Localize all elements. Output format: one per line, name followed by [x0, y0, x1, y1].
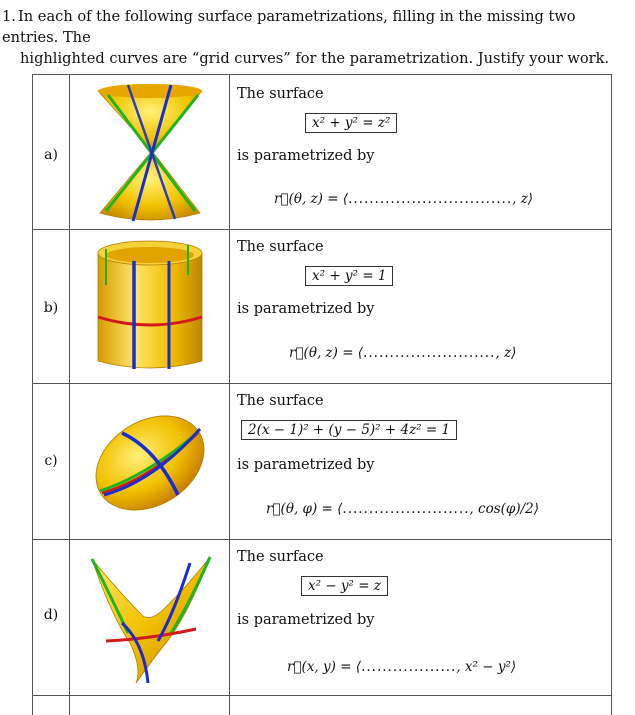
param-rhs: , z⟩ [512, 191, 534, 207]
intro-line-2: highlighted curves are “grid curves” for the parametrization. Justify your work. [20, 50, 610, 67]
surface-text-a: The surface [237, 86, 324, 102]
surfaces-table [32, 74, 612, 715]
parametrization-b [289, 345, 516, 361]
param-rhs: , z⟩ [495, 345, 517, 361]
row-divider [33, 539, 611, 540]
cylinder-icon [70, 235, 229, 381]
param-text-c: is parametrized by [237, 457, 375, 473]
param-lhs: r⃗(θ, φ) = ⟨ [266, 501, 343, 517]
surface-text-d: The surface [237, 549, 324, 565]
double-cone-icon [70, 81, 229, 227]
row-divider [33, 695, 611, 696]
param-rhs: , x² − y²⟩ [456, 659, 517, 675]
fill-in-blank[interactable]: ......................... [363, 345, 496, 361]
parametrization-d [287, 659, 516, 675]
row-label-d: d) [43, 607, 59, 623]
row-label-c: c) [44, 453, 58, 469]
param-lhs: r⃗(θ, z) = ⟨ [274, 191, 349, 207]
surface-text-c: The surface [237, 393, 324, 409]
column-divider [229, 75, 230, 715]
row-label-a: a) [44, 147, 58, 163]
parametrization-a [274, 191, 533, 207]
equation-box-b: x² + y² = 1 [305, 266, 393, 286]
parametrization-c [266, 501, 539, 517]
problem-intro [2, 6, 632, 69]
problem-number: 1. [2, 8, 16, 25]
row-divider [33, 383, 611, 384]
param-rhs: , cos(φ)/2⟩ [469, 501, 540, 517]
param-lhs: r⃗(θ, z) = ⟨ [289, 345, 364, 361]
ellipsoid-icon [70, 389, 229, 537]
intro-line-1: In each of the following surface parametrizations, filling in the missing two entries. The [2, 8, 576, 46]
equation-box-c: 2(x − 1)² + (y − 5)² + 4z² = 1 [241, 420, 457, 440]
fill-in-blank[interactable]: ............................... [348, 191, 513, 207]
fill-in-blank[interactable]: ........................ [342, 501, 470, 517]
param-text-d: is parametrized by [237, 612, 375, 628]
saddle-icon [70, 543, 229, 693]
equation-box-a: x² + y² = z² [305, 113, 397, 133]
equation-box-d: x² − y² = z [301, 576, 388, 596]
param-lhs: r⃗(x, y) = ⟨ [287, 659, 362, 675]
row-label-b: b) [43, 300, 59, 316]
fill-in-blank[interactable]: .................. [361, 659, 457, 675]
surface-text-b: The surface [237, 239, 324, 255]
row-divider [33, 229, 611, 230]
param-text-a: is parametrized by [237, 148, 375, 164]
param-text-b: is parametrized by [237, 301, 375, 317]
